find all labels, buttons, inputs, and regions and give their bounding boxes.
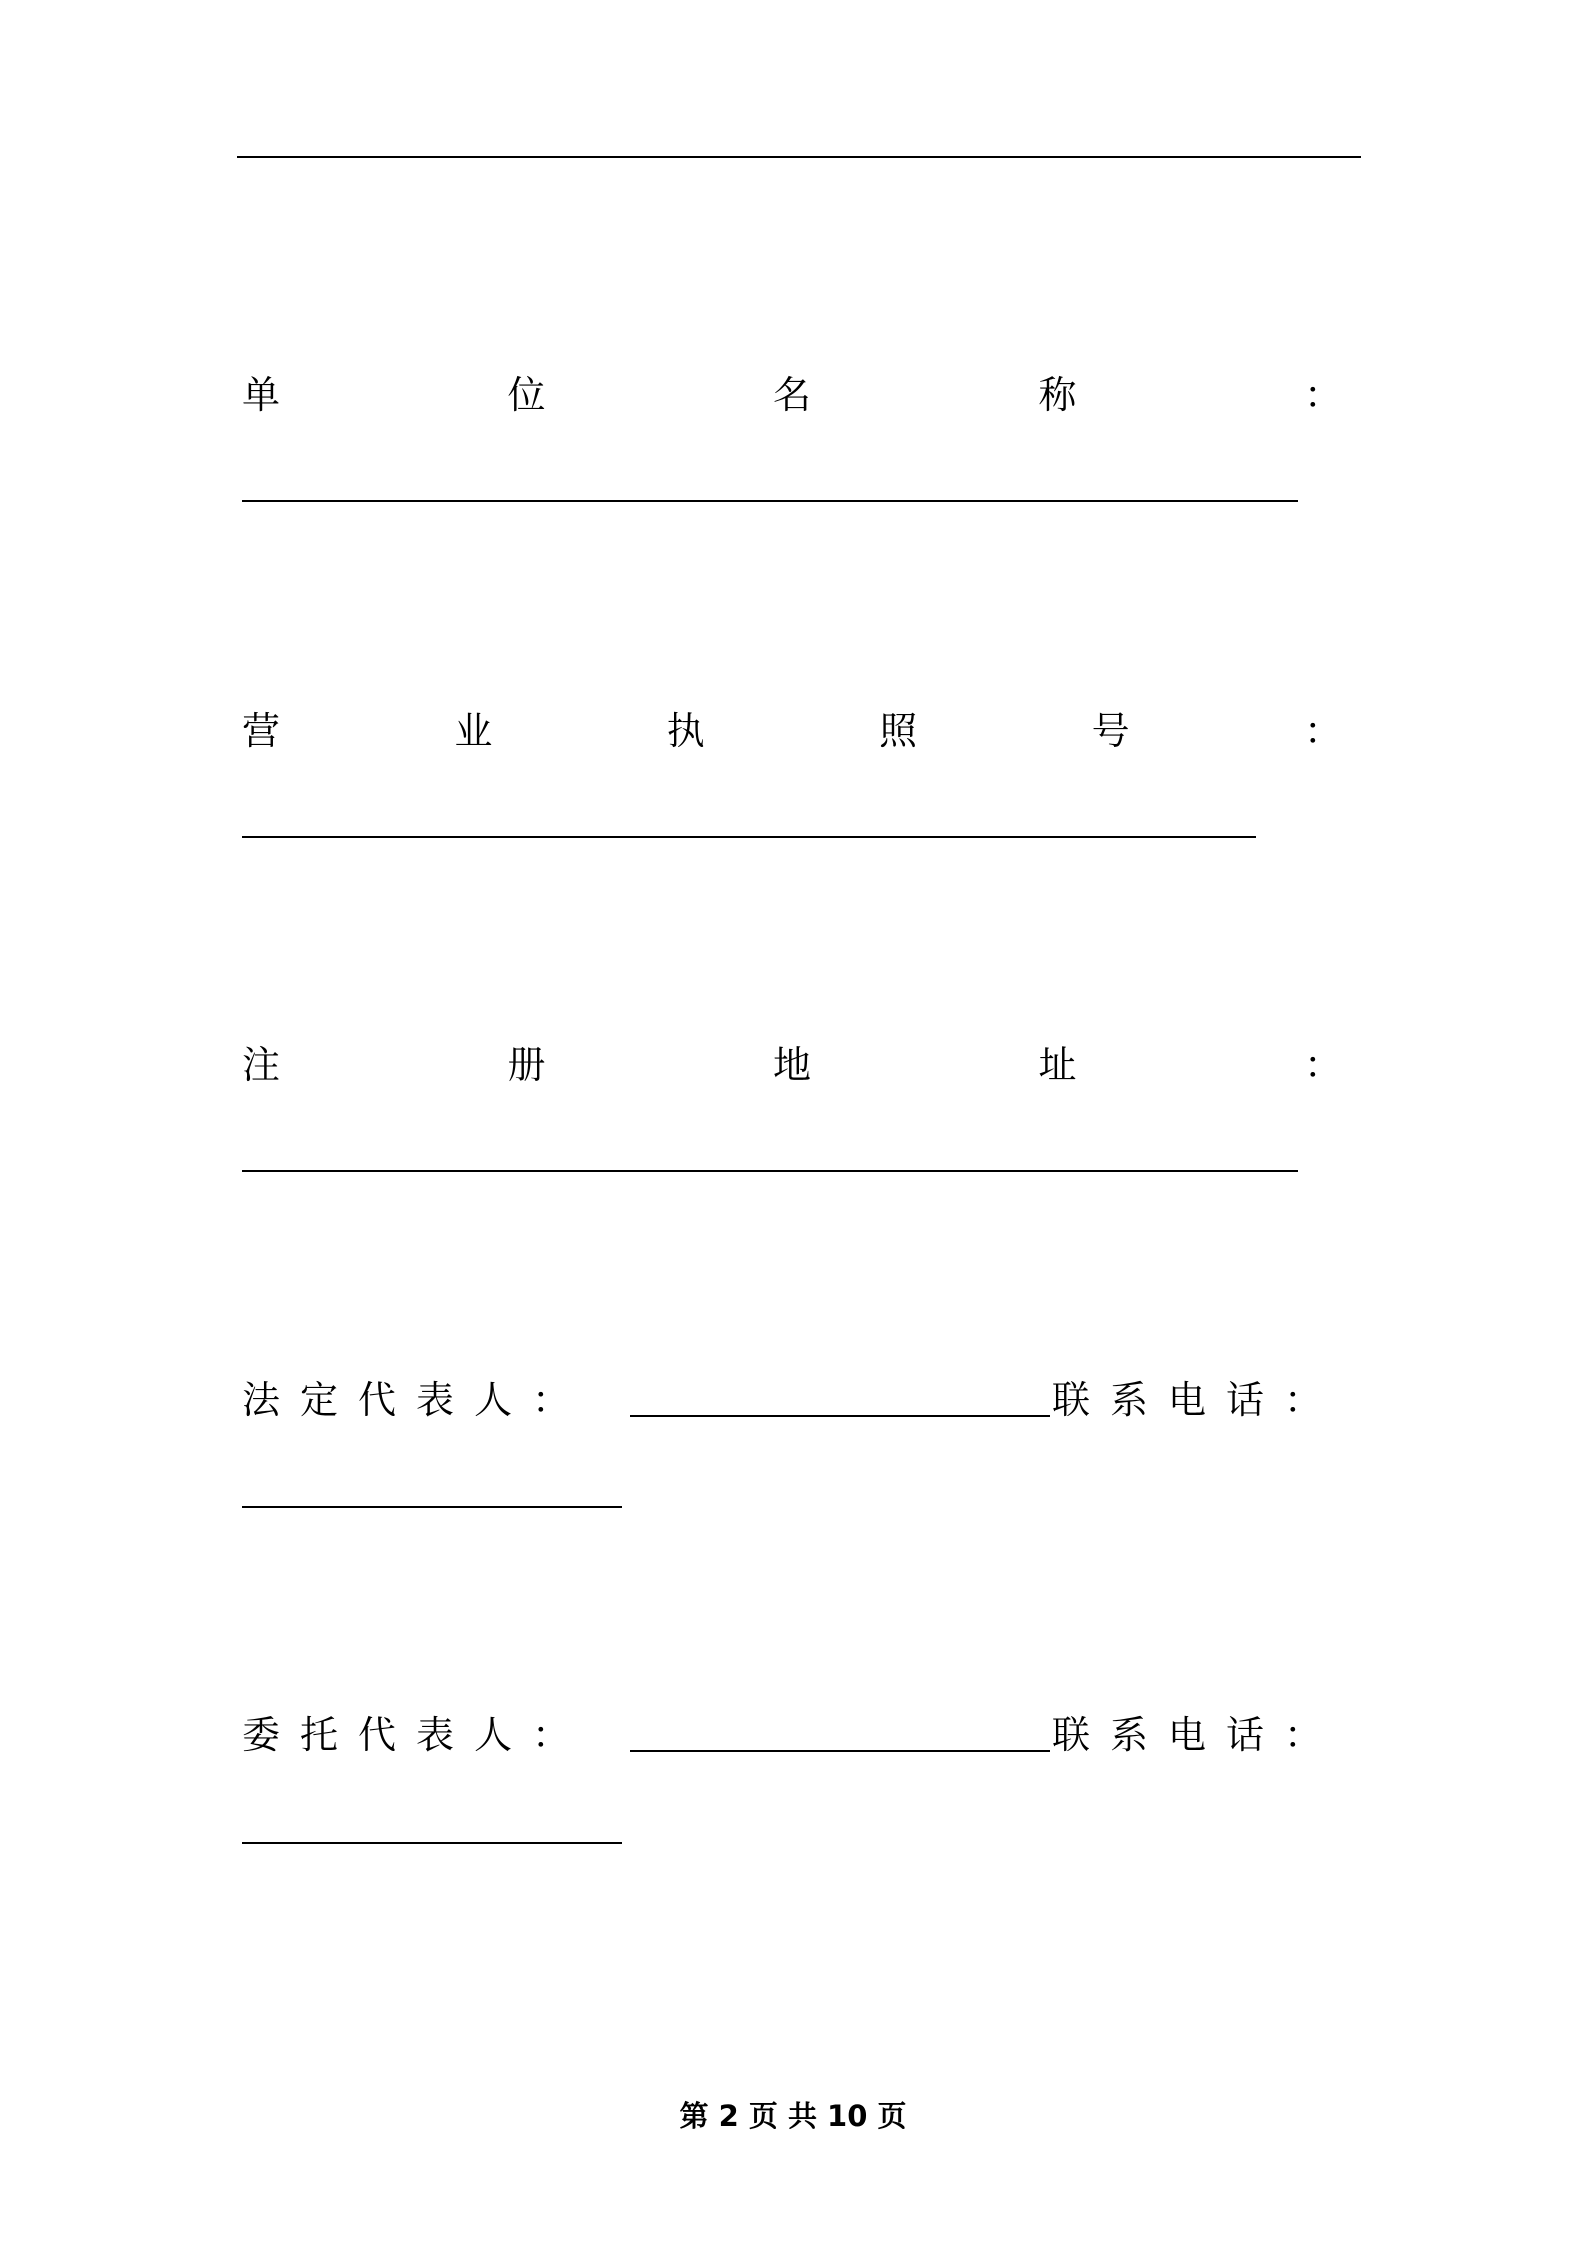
- unit-name-char: 单: [242, 373, 281, 417]
- reg-address-char: ：: [1303, 1043, 1342, 1087]
- legal-rep-blank[interactable]: [630, 1415, 1050, 1417]
- legal-rep-phone-blank[interactable]: [242, 1506, 622, 1508]
- reg-address-char: 址: [1038, 1043, 1077, 1087]
- license-no-char: ：: [1303, 709, 1342, 753]
- license-no-char: 号: [1091, 709, 1130, 753]
- unit-name-label: [242, 370, 1342, 420]
- unit-name-char: 称: [1038, 373, 1077, 417]
- unit-name-char: 位: [507, 373, 546, 417]
- agent-rep-phone-label: 联系电话：: [1051, 1713, 1342, 1757]
- legal-rep-row: [242, 1375, 1342, 1425]
- reg-address-char: 注: [242, 1043, 281, 1087]
- legal-rep-label: 法定代表人：: [242, 1378, 591, 1422]
- agent-rep-phone-blank[interactable]: [242, 1842, 622, 1844]
- license-no-blank[interactable]: [242, 836, 1256, 838]
- license-no-char: 照: [879, 709, 918, 753]
- legal-rep-phone-label: 联系电话：: [1051, 1378, 1342, 1422]
- reg-address-char: 地: [772, 1043, 811, 1087]
- license-no-char: 营: [242, 709, 281, 753]
- license-no-char: 业: [454, 709, 493, 753]
- reg-address-char: 册: [507, 1043, 546, 1087]
- agent-rep-label: 委托代表人：: [242, 1713, 591, 1757]
- license-no-label: [242, 706, 1342, 756]
- unit-name-blank[interactable]: [242, 500, 1298, 502]
- page-number: 第 2 页 共 10 页: [679, 2099, 907, 2133]
- agent-rep-blank[interactable]: [630, 1750, 1050, 1752]
- header-rule: [237, 156, 1361, 158]
- agent-rep-row: [242, 1710, 1342, 1760]
- unit-name-char: 名: [772, 373, 811, 417]
- reg-address-label: [242, 1040, 1342, 1090]
- reg-address-blank[interactable]: [242, 1170, 1298, 1172]
- unit-name-char: ：: [1303, 373, 1342, 417]
- license-no-char: 执: [666, 709, 705, 753]
